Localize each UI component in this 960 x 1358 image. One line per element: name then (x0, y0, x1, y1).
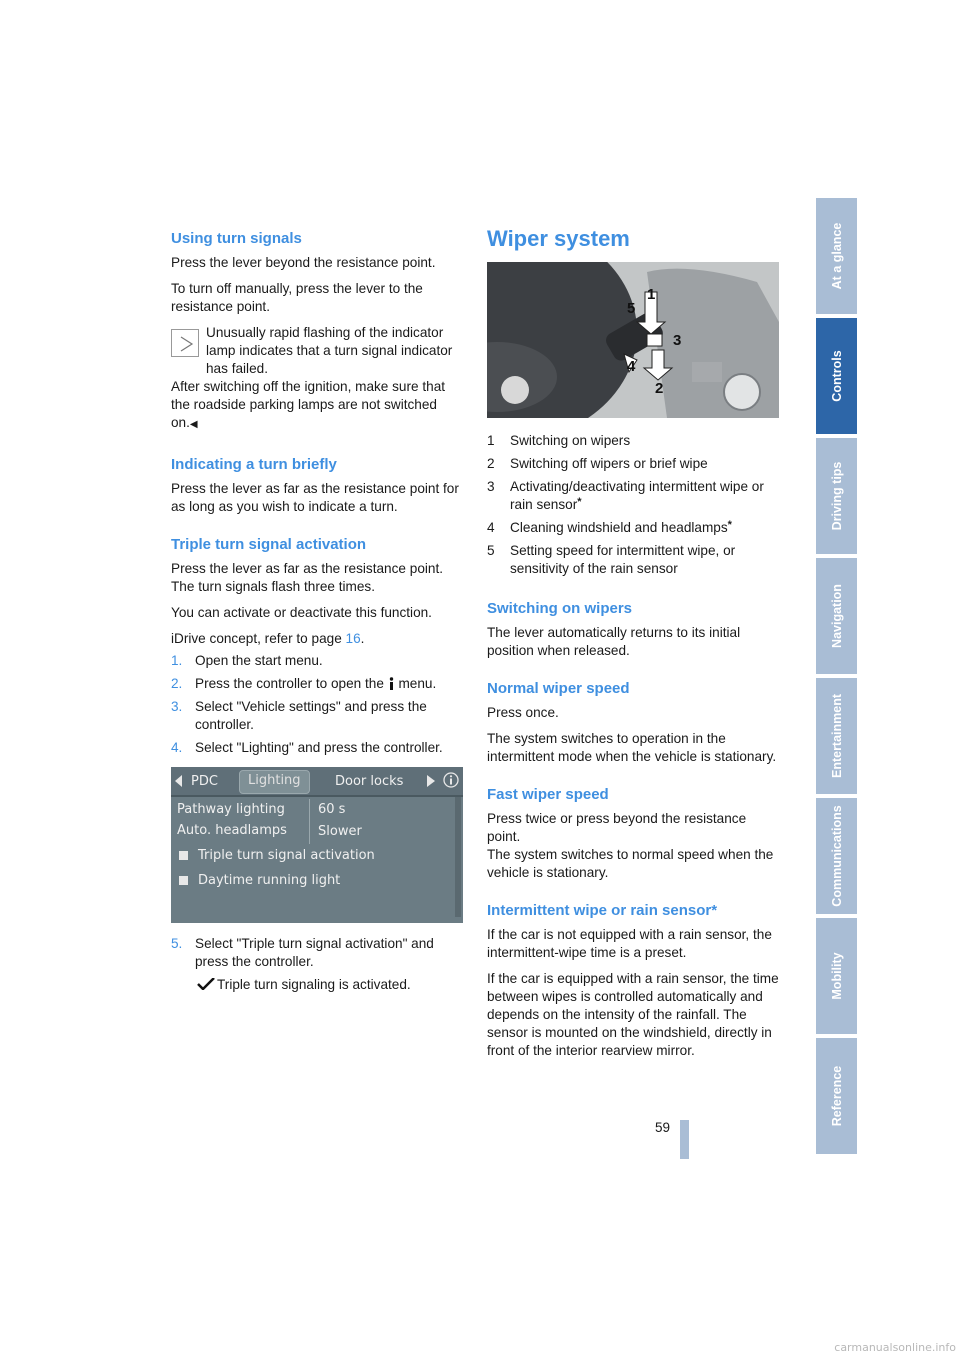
nav-tab-reference[interactable]: Reference (816, 1038, 857, 1154)
note-block (171, 324, 463, 378)
info-circle-icon (443, 772, 459, 793)
checkbox-icon (179, 876, 188, 885)
step-item: 2. Press the controller to open the menu. (171, 676, 437, 691)
lighting-menu-screen (171, 767, 463, 923)
nav-tab-navigation[interactable]: Navigation (816, 558, 857, 674)
paragraph: To turn off manually, press the lever to the resistance point. (171, 281, 423, 314)
step-item: 5. Select "Triple turn signal activation" and press the controller. (171, 936, 434, 969)
left-column (171, 230, 463, 994)
nav-tab-mobility[interactable]: Mobility (816, 918, 857, 1034)
screen-label: Pathway lighting (177, 802, 285, 817)
end-mark-icon: ◀ (189, 419, 198, 430)
callout-4: 4 (627, 358, 636, 375)
paragraph: Press once. (487, 705, 559, 720)
heading-using-turn-signals: Using turn signals (171, 230, 302, 247)
wiper-functions-list (487, 432, 782, 578)
screen-tab-door-locks: Door locks (335, 774, 404, 789)
page-link[interactable]: 16 (345, 631, 361, 646)
paragraph: The system switches to normal speed when the vehicle is stationary. (487, 847, 774, 880)
callout-5: 5 (627, 300, 636, 317)
heading-intermittent-wipe: Intermittent wipe or rain sensor* (487, 902, 718, 919)
right-column (487, 226, 782, 1060)
nav-tab-driving-tips[interactable]: Driving tips (816, 438, 857, 554)
paragraph: The system switches to operation in the intermittent mode when the vehicle is stationary. (487, 731, 777, 764)
paragraph: You can activate or deactivate this function. (171, 605, 432, 620)
heading-triple-turn-signal: Triple turn signal activation (171, 536, 367, 553)
screen-checkbox-row: Triple turn signal activation (179, 847, 375, 865)
step-item: 4. Select "Lighting" and press the controller. (171, 740, 443, 755)
heading-switching-on-wipers: Switching on wipers (487, 600, 633, 617)
screen-value: 60 s (318, 802, 346, 817)
section-nav-tabs (816, 198, 857, 1158)
paragraph: Press the lever as far as the resistance point. The turn signals flash three times. (171, 561, 444, 594)
footer-watermark: carmanualsonline.info (834, 1341, 956, 1354)
steps-list (171, 652, 463, 757)
paragraph: If the car is equipped with a rain sensor, the time between wipes is controlled automatically and depends on the intensity of the rainfall. The sensor is mounted on the windshield, directly in front of the interior rearview mirror. (487, 971, 779, 1058)
note-arrow-icon (171, 329, 199, 357)
list-item: 3 Activating/deactivating intermittent wipe or rain sensor* (487, 479, 764, 512)
heading-wiper-system: Wiper system (487, 226, 630, 251)
list-item: 5 Setting speed for intermittent wipe, or sensitivity of the rain sensor (487, 543, 736, 576)
paragraph: Press twice or press beyond the resistance point. (487, 811, 747, 844)
arrow-right-icon (427, 774, 435, 792)
screen-tab-lighting: Lighting (239, 770, 310, 794)
heading-fast-wiper-speed: Fast wiper speed (487, 786, 609, 803)
list-item: 2 Switching off wipers or brief wipe (487, 456, 708, 471)
paragraph: If the car is not equipped with a rain sensor, the intermittent-wipe time is a preset. (487, 927, 772, 960)
arrow-left-icon (175, 774, 183, 792)
idrive-reference: iDrive concept, refer to page 16. (171, 631, 365, 646)
screen-checkbox-row: Daytime running light (179, 872, 340, 890)
list-item: 1 Switching on wipers (487, 433, 631, 448)
nav-tab-controls[interactable]: Controls (816, 318, 857, 434)
nav-tab-communications[interactable]: Communications (816, 798, 857, 914)
nav-tab-at-a-glance[interactable]: At a glance (816, 198, 857, 314)
note-continued: After switching off the ignition, make sure that the roadside parking lamps are not switched on.◀ (171, 379, 446, 430)
paragraph: Press the lever beyond the resistance point. (171, 255, 436, 270)
step-item: 3. Select "Vehicle settings" and press the controller. (171, 699, 427, 732)
list-item: 4 Cleaning windshield and headlamps* (487, 519, 732, 535)
check-note: Triple turn signaling is activated. (171, 976, 463, 994)
screen-value: Slower (318, 824, 362, 839)
callout-1: 1 (647, 286, 656, 303)
callout-3: 3 (673, 332, 682, 349)
screen-divider (309, 799, 310, 844)
checkmark-icon (197, 977, 215, 989)
screen-tab-bar (171, 767, 463, 797)
screen-label: Auto. headlamps (177, 823, 287, 838)
wiper-lever-photo (487, 262, 779, 418)
note-text: Unusually rapid flashing of the indicator lamp indicates that a turn signal indicator has failed. (206, 325, 453, 376)
steps-list (171, 935, 463, 971)
paragraph: Press the lever as far as the resistance point for as long as you wish to indicate a turn. (171, 481, 459, 514)
paragraph: The lever automatically returns to its initial position when released. (487, 625, 741, 658)
screen-scrollbar (455, 797, 461, 917)
page-number: 59 (655, 1120, 671, 1135)
page-number-bar (680, 1120, 689, 1159)
step-item: 1. Open the start menu. (171, 653, 323, 668)
heading-indicating-turn-briefly: Indicating a turn briefly (171, 456, 337, 473)
checkbox-icon (179, 851, 188, 860)
heading-normal-wiper-speed: Normal wiper speed (487, 680, 630, 697)
nav-tab-entertainment[interactable]: Entertainment (816, 678, 857, 794)
callout-2: 2 (655, 380, 664, 397)
info-icon (388, 677, 395, 690)
screen-tab-pdc: PDC (191, 774, 218, 789)
